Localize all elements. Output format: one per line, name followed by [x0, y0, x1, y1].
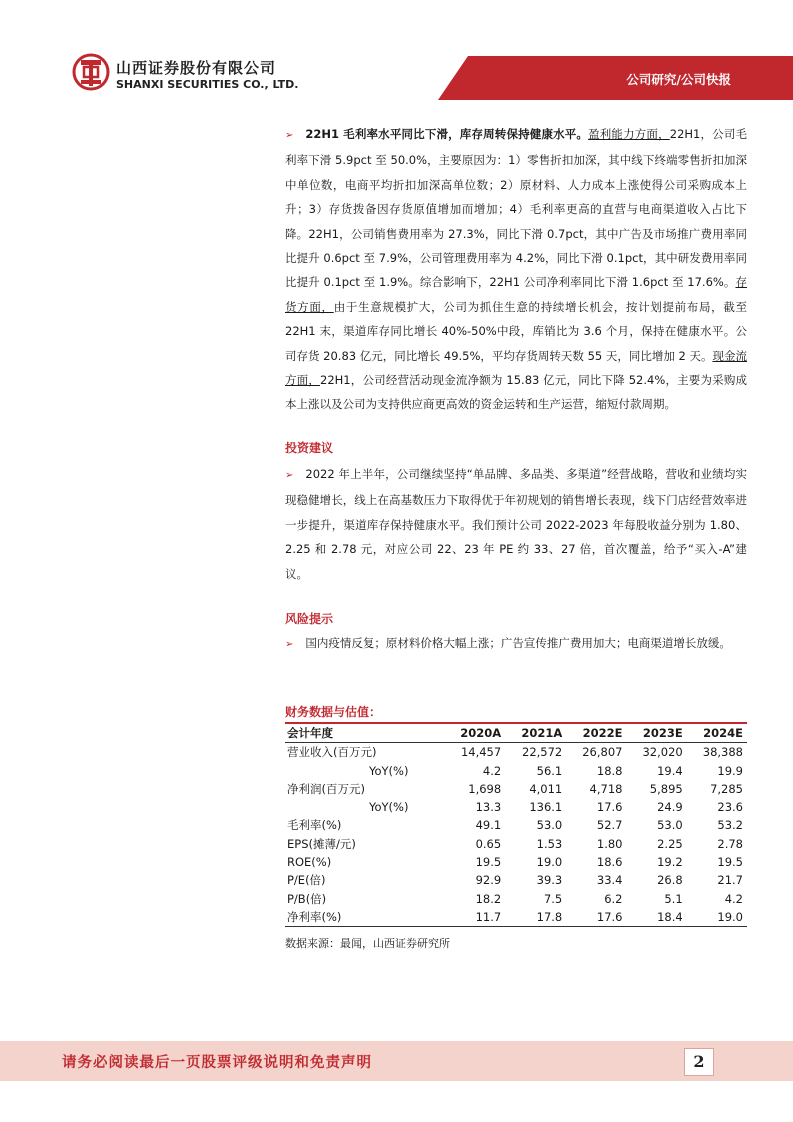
table-cell: 5,895 [649, 781, 683, 796]
table-cell: 26.8 [657, 873, 683, 888]
inventory-subheading: 存货方面， [285, 275, 747, 314]
table-row [285, 762, 747, 780]
row-label: EPS(摊薄/元) [287, 836, 356, 851]
table-cell: 4.2 [724, 891, 743, 906]
table-cell: 32,020 [642, 745, 683, 760]
table-cell: 19.0 [536, 855, 563, 870]
row-label: 营业收入(百万元) [287, 745, 377, 760]
row-label: P/E(倍) [287, 873, 326, 888]
risk-section-title: 风险提示 [285, 611, 334, 626]
table-cell: 2.25 [657, 836, 683, 851]
table-row [285, 835, 747, 853]
table-cell: 19.2 [657, 855, 683, 870]
table-cell: 24.9 [657, 800, 683, 815]
table-row [285, 890, 747, 908]
table-cell: 2.78 [717, 836, 743, 851]
table-cell: 53.0 [657, 818, 683, 833]
row-label: YoY(%) [369, 763, 409, 778]
table-cell: 1.80 [596, 836, 623, 851]
cashflow-text: 22H1，公司经营活动现金流净额为 15.83 亿元，同比下降 52.4%，主要为采购成本上涨以及公司为支持供应商更高效的资金运转和生产运营，缩短付款周期。 [285, 373, 748, 412]
table-cell: 26,807 [582, 745, 623, 760]
table-header-cell: 2023E [626, 723, 686, 743]
risk-paragraph [285, 631, 747, 657]
table-row [285, 816, 747, 834]
table-cell: 19.5 [717, 855, 743, 870]
table-cell: 6.2 [604, 891, 623, 906]
table-cell: 17.6 [566, 908, 626, 927]
inventory-text: 由于生意规模扩大，公司为抓住生意的持续增长机会，按计划提前布局，截至 22H1 末，渠道库存同比增长 40%-50%中段，库销比为 3.6 个月，保持在健康水平。公司存货 20.83 亿元，同比增长 49.5%，平均存货周转天数 55 天，同比增加 2 天。 [285, 299, 747, 363]
table-cell: 19.9 [717, 763, 743, 778]
financials-table [285, 722, 747, 927]
financials-title: 财务数据与估值： [285, 705, 382, 719]
data-source-note: 数据来源：最闻，山西证券研究所 [285, 937, 450, 950]
company-name-cn: 山西证券股份有限公司 [116, 59, 277, 77]
table-cell: 38,388 [702, 745, 743, 760]
table-cell: 19.0 [687, 908, 747, 927]
row-label: P/B(倍) [287, 891, 327, 906]
table-cell: 11.7 [444, 908, 505, 927]
table-cell: 21.7 [717, 873, 743, 888]
table-cell: 53.2 [717, 818, 743, 833]
table-cell: 18.6 [596, 855, 623, 870]
table-row [285, 780, 747, 798]
table-cell: 18.8 [596, 763, 623, 778]
table-cell: 52.7 [596, 818, 623, 833]
row-label: 净利润(百万元) [287, 781, 365, 796]
investment-paragraph [285, 462, 747, 586]
row-label: ROE(%) [287, 855, 332, 870]
company-name-en: SHANXI SECURITIES CO., LTD. [116, 78, 299, 91]
bullet-icon: ➢ [285, 638, 294, 650]
table-cell: 19.4 [657, 763, 683, 778]
table-row [285, 871, 747, 889]
table-cell: 33.4 [596, 873, 623, 888]
table-cell: 22,572 [522, 745, 563, 760]
table-cell: 4,011 [529, 781, 563, 796]
table-cell: 56.1 [536, 763, 563, 778]
table-cell: 14,457 [460, 745, 502, 760]
table-header-cell: 2020A [444, 723, 505, 743]
table-row [285, 743, 747, 762]
row-label: YoY(%) [369, 800, 409, 815]
report-body [285, 122, 747, 657]
table-header-cell: 2021A [505, 723, 566, 743]
row-label: 净利率(%) [285, 908, 444, 927]
table-row [285, 908, 747, 927]
table-cell: 7.5 [543, 891, 563, 906]
table-cell: 4.2 [482, 763, 502, 778]
risk-text: 国内疫情反复；原材料价格大幅上涨；广告宣传推广费用加大；电商渠道增长放缓。 [305, 635, 731, 650]
table-cell: 17.8 [505, 908, 566, 927]
table-cell: 13.3 [475, 800, 502, 815]
table-header-cell: 2024E [687, 723, 747, 743]
table-header-cell: 2022E [566, 723, 626, 743]
report-type-label: 公司研究/公司快报 [626, 72, 731, 87]
table-header-row [285, 723, 747, 743]
header-tag-shape [438, 56, 793, 100]
table-cell: 92.9 [475, 873, 502, 888]
table-cell: 18.4 [626, 908, 686, 927]
profitability-text: 22H1，公司毛利率下滑 5.9pct 至 50.0%，主要原因为：1）零售折扣加深，其中线下终端零售折扣加深中单位数，电商平均折扣加深高单位数；2）原材料、人力成本上涨使得公司采购成本上升；3）存货拨备因存货原值增加而增加；4）毛利率更高的直营与电商渠道收入占比下降。22H1，公司销售费用率为 27.3%，同比下滑 0.7pct，其中广告及市场推广费用率同比提升 0.6pct 至 7.9%，公司管理费用率为 4.2%，同比下滑 0.1pct，其中研发费用率同比提升 0.1pct 至 1.9%。综合影响下，22H1 公司净利率同比下滑 1.6pct 至 17.6%。 [285, 127, 747, 290]
table-cell: 1,698 [468, 781, 502, 796]
table-header-cell: 会计年度 [285, 723, 444, 743]
table-cell: 136.1 [529, 800, 563, 815]
investment-section-title: 投资建议 [285, 440, 334, 455]
bullet-icon: ➢ [285, 130, 294, 141]
cashflow-subheading: 现金流方面， [285, 348, 747, 388]
profitability-paragraph [285, 122, 747, 417]
table-cell: 4,718 [589, 781, 623, 796]
table-cell: 19.5 [475, 855, 502, 870]
table-row [285, 853, 747, 871]
table-cell: 17.6 [596, 800, 623, 815]
table-cell: 7,285 [710, 781, 743, 796]
table-cell: 23.6 [717, 800, 743, 815]
table-cell: 5.1 [664, 891, 683, 906]
table-cell: 49.1 [475, 818, 502, 833]
paragraph-heading: 22H1 毛利率水平同比下滑，库存周转保持健康水平。 [305, 127, 589, 141]
bullet-icon: ➢ [285, 469, 294, 481]
investment-text: 2022 年上半年，公司继续坚持“单品牌、多品类、多渠道”经营战略，营收和业绩均实现稳健增长，线上在高基数压力下取得优于年初规划的销售增长表现，线下门店经营效率进一步提升，渠道库存保持健康水平。我们预计公司 2022-2023 年每股收益分别为 1.80、2.25 和 2.78 元，对应公司 22、23 年 PE 约 33、27 倍，首次覆盖，给予“买入-A”建议。 [285, 466, 747, 581]
row-label: 毛利率(%) [287, 818, 342, 833]
company-logo-icon [72, 52, 110, 92]
table-cell: 1.53 [536, 836, 563, 851]
table-row [285, 798, 747, 816]
page-footer [0, 1041, 793, 1081]
table-cell: 0.65 [475, 836, 502, 851]
table-cell: 39.3 [536, 873, 563, 888]
profitability-subheading: 盈利能力方面， [588, 127, 670, 141]
disclaimer-text: 请务必阅读最后一页股票评级说明和免责声明 [62, 1055, 372, 1071]
table-cell: 53.0 [536, 818, 563, 833]
page-header [0, 0, 793, 100]
page-number: 2 [684, 1048, 714, 1076]
table-cell: 18.2 [475, 891, 502, 906]
